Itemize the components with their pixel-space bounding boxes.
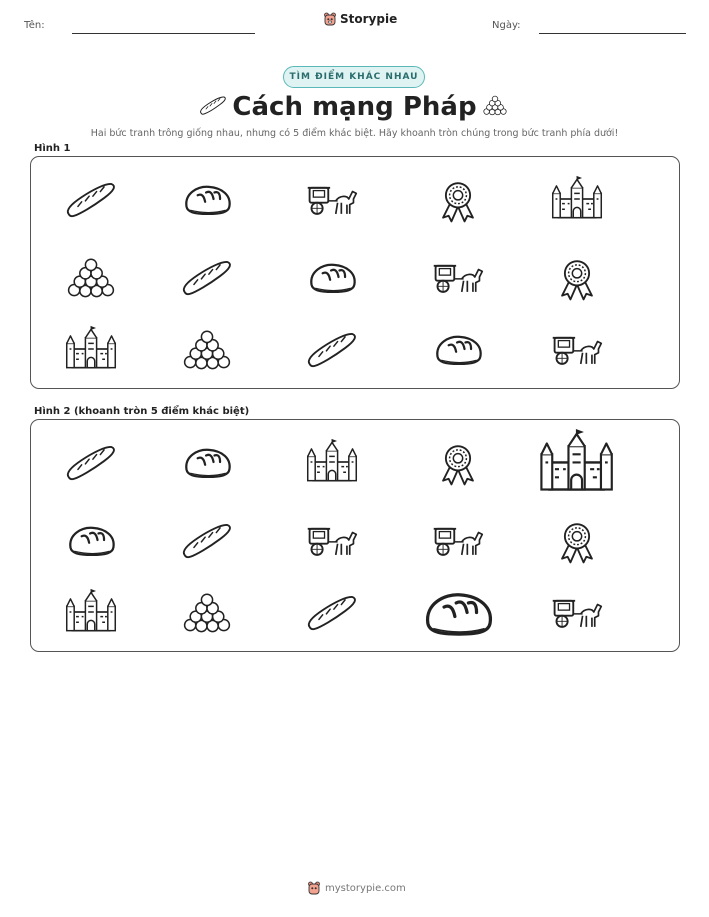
castle-icon[interactable]	[536, 432, 617, 493]
carriage-icon[interactable]	[430, 519, 486, 561]
bread-icon	[304, 256, 360, 298]
cannonballs-icon	[63, 256, 119, 298]
baguette-icon	[63, 178, 119, 220]
panel1-label: Hình 1	[34, 143, 71, 154]
rosette-icon[interactable]	[549, 519, 605, 561]
date-line[interactable]	[539, 33, 686, 34]
cannonballs-icon	[179, 328, 235, 370]
name-line[interactable]	[72, 33, 255, 34]
bread-icon[interactable]	[417, 582, 498, 643]
panel2-picture[interactable]	[30, 419, 680, 652]
rosette-icon[interactable]	[430, 441, 486, 483]
panel1-picture	[30, 156, 680, 389]
baguette-icon	[304, 328, 360, 370]
storypie-mascot-icon	[307, 881, 321, 895]
baguette-icon[interactable]	[179, 519, 235, 561]
castle-icon	[549, 178, 605, 220]
cannonballs-icon[interactable]	[179, 591, 235, 633]
castle-icon[interactable]	[63, 591, 119, 633]
footer-url[interactable]: mystorypie.com	[325, 882, 406, 894]
bread-icon	[179, 178, 235, 220]
carriage-icon[interactable]	[549, 591, 605, 633]
baguette-icon	[179, 256, 235, 298]
carriage-icon	[549, 328, 605, 370]
carriage-icon	[304, 178, 360, 220]
rosette-icon	[430, 178, 486, 220]
instructions: Hai bức tranh trông giống nhau, nhưng có 5 điểm khác biệt. Hãy khoanh tròn chúng trong bức tranh phía dưới!	[90, 128, 619, 139]
castle-icon[interactable]	[304, 441, 360, 483]
brand-name: Storypie	[340, 12, 398, 26]
name-label: Tên:	[24, 20, 45, 31]
carriage-icon[interactable]	[304, 519, 360, 561]
rosette-icon	[549, 256, 605, 298]
page-title: Cách mạng Pháp	[232, 92, 477, 122]
carriage-icon	[430, 256, 486, 298]
baguette-icon[interactable]	[304, 591, 360, 633]
footer	[307, 881, 406, 895]
title-cannonballs-icon	[481, 94, 509, 116]
baguette-icon[interactable]	[63, 441, 119, 483]
brand-logo	[323, 12, 397, 26]
panel2-label: Hình 2 (khoanh tròn 5 điểm khác biệt)	[34, 406, 250, 417]
castle-icon	[63, 328, 119, 370]
storypie-mascot-icon	[323, 12, 337, 26]
bread-icon[interactable]	[63, 519, 119, 561]
activity-badge: TÌM ĐIỂM KHÁC NHAU	[283, 66, 425, 88]
bread-icon[interactable]	[179, 441, 235, 483]
bread-icon	[430, 328, 486, 370]
date-label: Ngày:	[492, 20, 521, 31]
